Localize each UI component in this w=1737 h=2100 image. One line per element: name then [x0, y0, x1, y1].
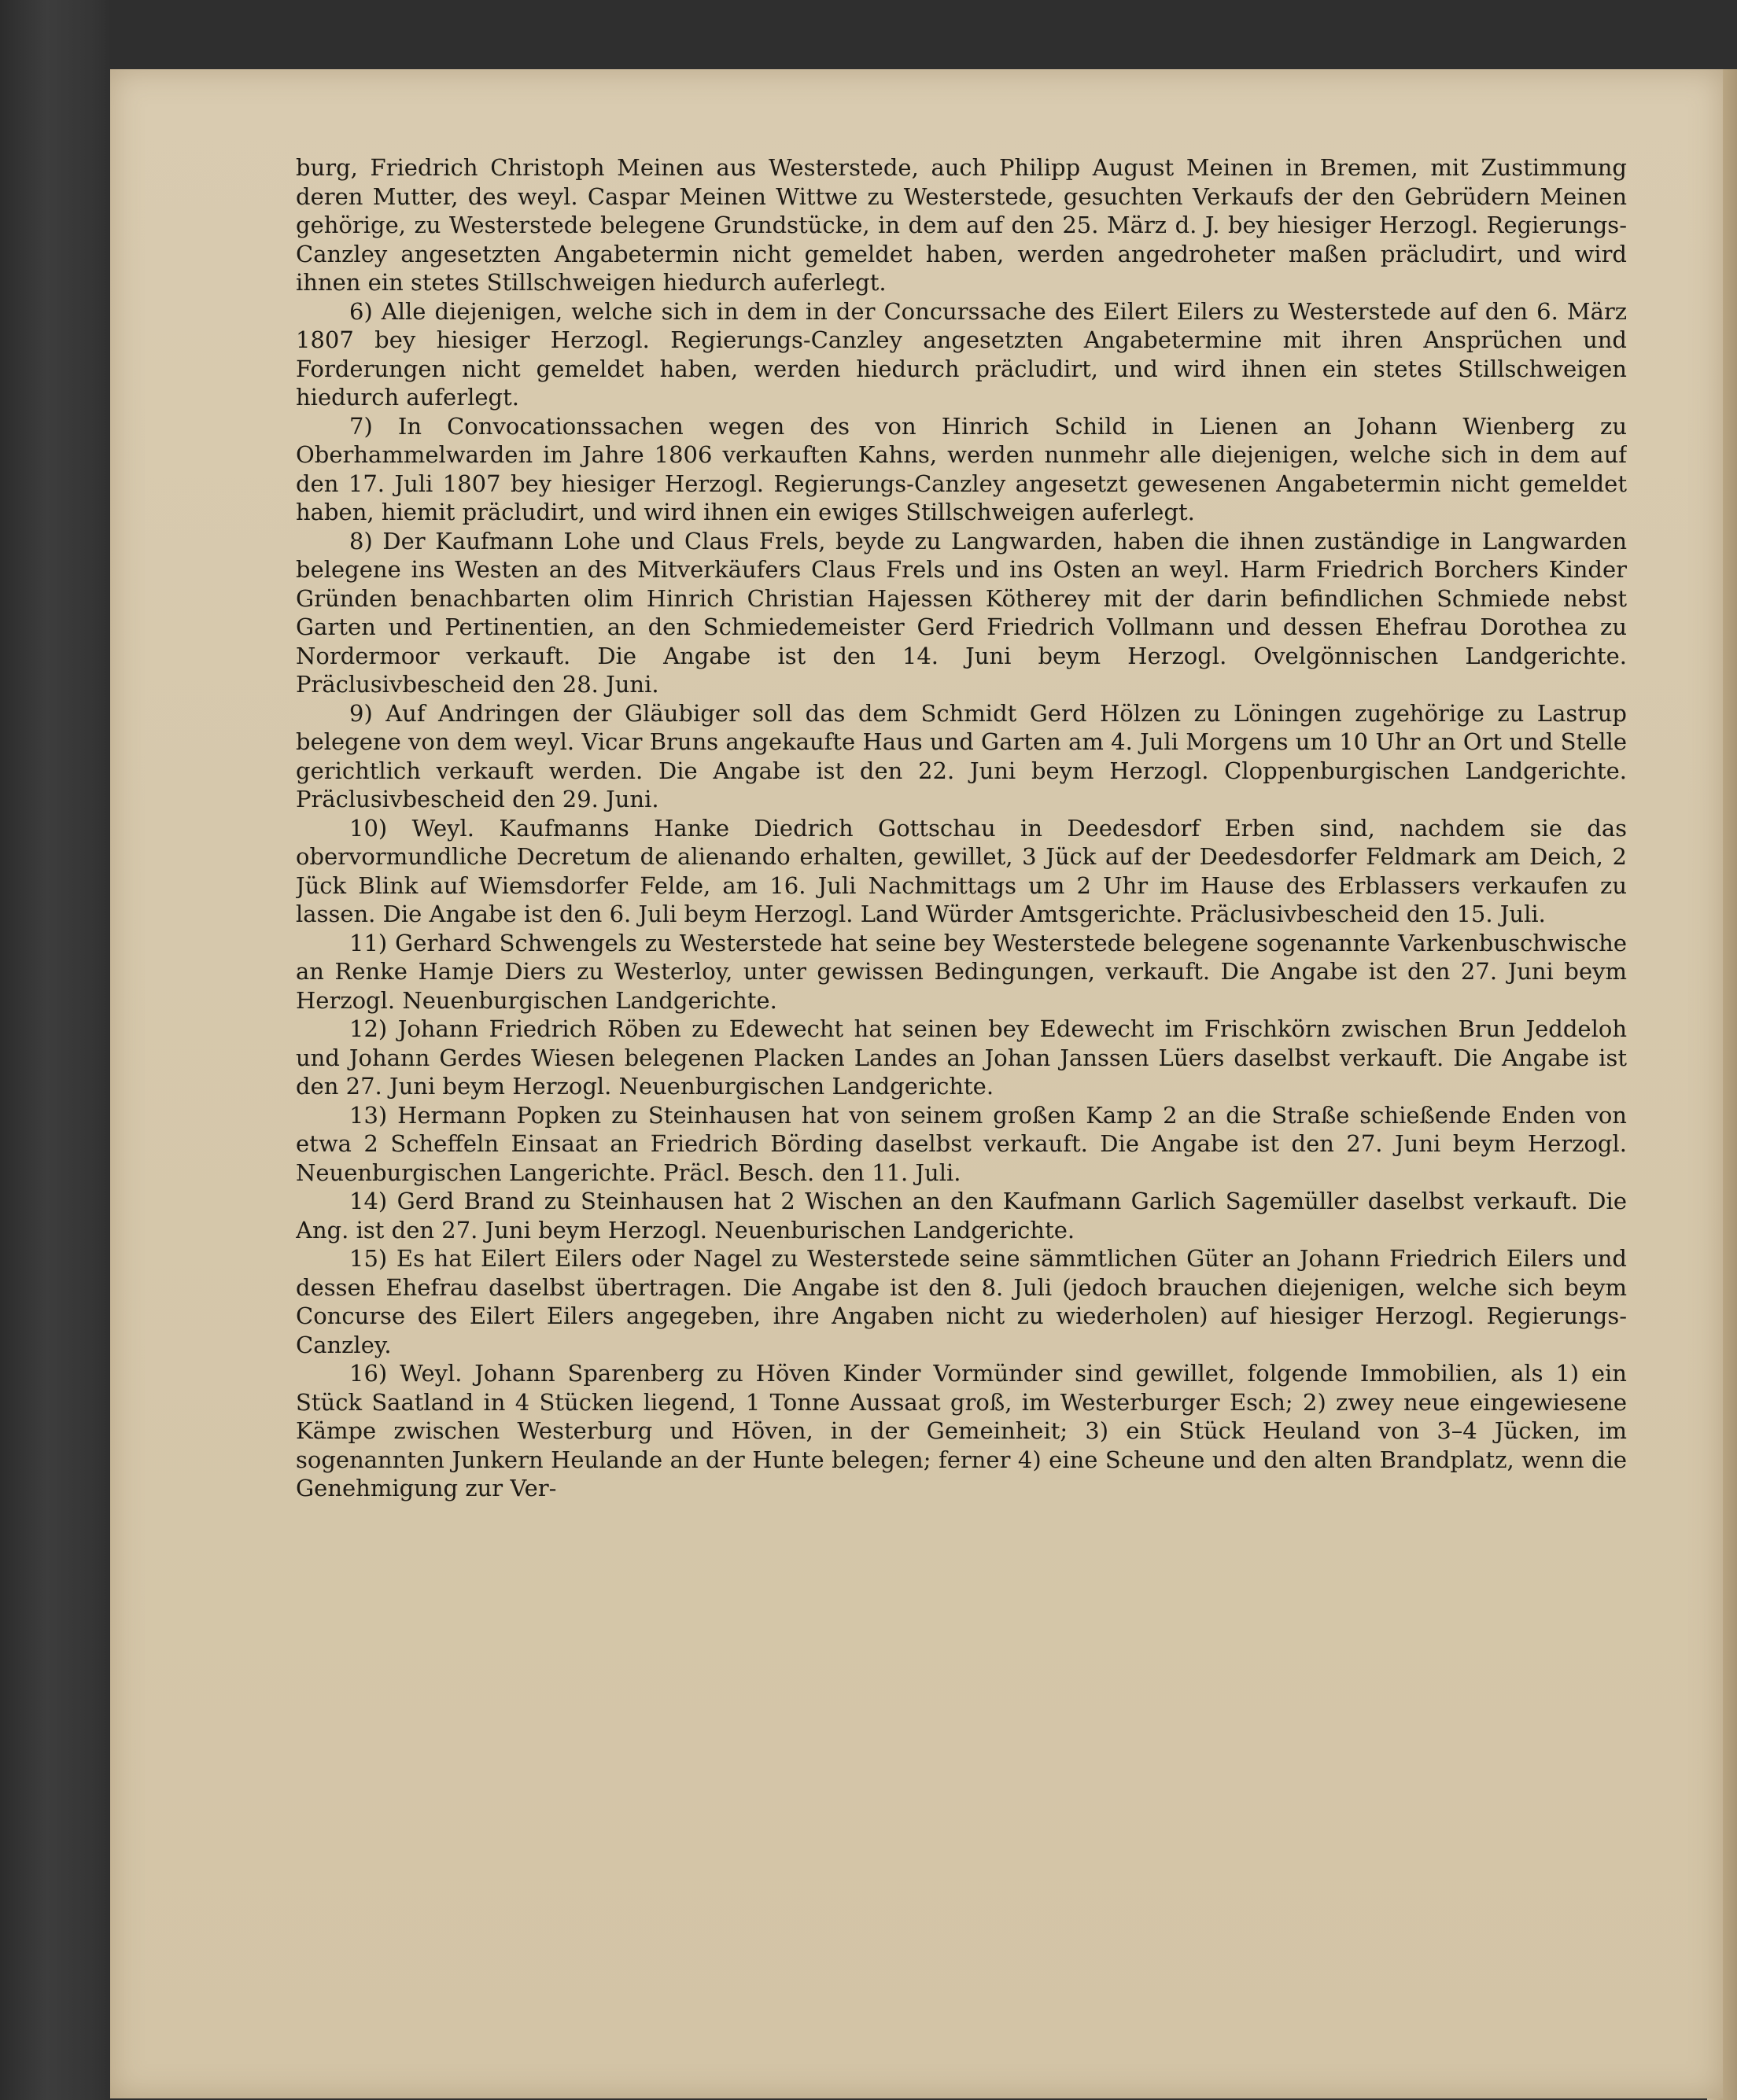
paragraph-7: 7) In Convocationssachen wegen des von Hinrich Schild in Lienen an Johann Wienberg zu Oberhammelwarden im Jahre 1806 verkauften Kahns, werden nunmehr alle diejenigen, welche sich in dem auf den 17. Juli 1807 bey hiesiger Herzogl. Regierungs-Canzley angesetzt gewesenen Angabetermin nicht gemeldet haben, hiemit präcludirt, und wird ihnen ein ewiges Stillschweigen auferlegt.: [296, 412, 1627, 525]
paragraph-12: 12) Johann Friedrich Röben zu Edewecht hat seinen bey Edewecht im Frischkörn zwischen Brun Jeddeloh und Johann Gerdes Wiesen belegenen Placken Landes an Johan Janssen Lüers daselbst verkauft. Die Angabe ist den 27. Juni beym Herzogl. Neuenburgischen Landgerichte.: [296, 1015, 1627, 1100]
paragraph-10: 10) Weyl. Kaufmanns Hanke Diedrich Gottschau in Deedesdorf Erben sind, nachdem sie das obervormundliche Decretum de alienando erhalten, gewillet, 3 Jück auf der Deedesdorfer Feldmark am Deich, 2 Jück Blink auf Wiemsdorfer Felde, am 16. Juli Nachmittags um 2 Uhr im Hause des Erblassers verkaufen zu lassen. Die Angabe ist den 6. Juli beym Herzogl. Land Würder Amtsgerichte. Präclusivbescheid den 15. Juli.: [296, 814, 1627, 927]
paragraph-13: 13) Hermann Popken zu Steinhausen hat von seinem großen Kamp 2 an die Straße schießende Enden von etwa 2 Scheffeln Einsaat an Friedrich Börding daselbst verkauft. Die Angabe ist den 27. Juni beym Herzogl. Neuenburgischen Langerichte. Präcl. Besch. den 11. Juli.: [296, 1101, 1627, 1186]
paragraph-16: 16) Weyl. Johann Sparenberg zu Höven Kinder Vormünder sind gewillet, folgende Immobilien, als 1) ein Stück Saatland in 4 Stücken liegend, 1 Tonne Aussaat groß, im Westerburger Esch; 2) zwey neue eingewiesene Kämpe zwischen Westerburg und Höven, in der Gemeinheit; 3) ein Stück Heuland von 3–4 Jücken, im sogenannten Junkern Heulande an der Hunte belegen; ferner 4) eine Scheune und den alten Brandplatz, wenn die Genehmigung zur Ver-: [296, 1360, 1627, 1501]
paragraph-6: 6) Alle diejenigen, welche sich in dem in der Concurssache des Eilert Eilers zu Westerstede auf den 6. März 1807 bey hiesiger Herzogl. Regierungs-Canzley angesetzten Angabetermine mit ihren Ansprüchen und Forderungen nicht gemeldet haben, werden hiedurch präcludirt, und wird ihnen ein stetes Stillschweigen hiedurch auferlegt.: [296, 297, 1627, 411]
paragraph-9: 9) Auf Andringen der Gläubiger soll das dem Schmidt Gerd Hölzen zu Löningen zugehörige zu Lastrup belegene von dem weyl. Vicar Bruns angekaufte Haus und Garten am 4. Juli Morgens um 10 Uhr an Ort und Stelle gerichtlich verkauft werden. Die Angabe ist den 22. Juni beym Herzogl. Cloppenburgischen Landgerichte. Präclusivbescheid den 29. Juni.: [296, 699, 1627, 812]
paragraph-11: 11) Gerhard Schwengels zu Westerstede hat seine bey Westerstede belegene sogenannte Varkenbuschwische an Renke Hamje Diers zu Westerloy, unter gewissen Bedingungen, verkauft. Die Angabe ist den 27. Juni beym Herzogl. Neuenburgischen Landgerichte.: [296, 929, 1627, 1014]
paragraph-14: 14) Gerd Brand zu Steinhausen hat 2 Wischen an den Kaufmann Garlich Sagemüller daselbst verkauft. Die Ang. ist den 27. Juni beym Herzogl. Neuenburischen Landgerichte.: [296, 1188, 1627, 1243]
paragraph-continuation: burg, Friedrich Christoph Meinen aus Westerstede, auch Philipp August Meinen in Bremen, mit Zustimmung deren Mutter, des weyl. Caspar Meinen Wittwe zu Westerstede, gesuchten Verkaufs der den Gebrüdern Meinen gehörige, zu Westerstede belegene Grundstücke, in dem auf den 25. März d. J. bey hiesiger Herzogl. Regierungs-Canzley angesetzten Angabetermin nicht gemeldet haben, werden angedroheter maßen präcludirt, und wird ihnen ein stetes Stillschweigen hiedurch auferlegt.: [296, 154, 1627, 296]
paragraph-8: 8) Der Kaufmann Lohe und Claus Frels, beyde zu Langwarden, haben die ihnen zuständige in Langwarden belegene ins Westen an des Mitverkäufers Claus Frels und ins Osten an weyl. Harm Friedrich Borchers Kinder Gründen benachbarten olim Hinrich Christian Hajessen Kötherey mit der darin befindlichen Schmiede nebst Garten und Pertinentien, an den Schmiedemeister Gerd Friedrich Vollmann und dessen Ehefrau Dorothea zu Nordermoor verkauft. Die Angabe ist den 14. Juni beym Herzogl. Ovelgönnischen Landgerichte. Präclusivbescheid den 28. Juni.: [296, 527, 1627, 698]
document-text-block: [296, 153, 1627, 1821]
paragraph-15: 15) Es hat Eilert Eilers oder Nagel zu Westerstede seine sämmtlichen Güter an Johann Friedrich Eilers und dessen Ehefrau daselbst übertragen. Die Angabe ist den 8. Juli (jedoch brauchen diejenigen, welche sich beym Concurse des Eilert Eilers angegeben, ihre Angaben nicht zu wiederholen) auf hiesiger Herzogl. Regierungs-Canzley.: [296, 1245, 1627, 1358]
